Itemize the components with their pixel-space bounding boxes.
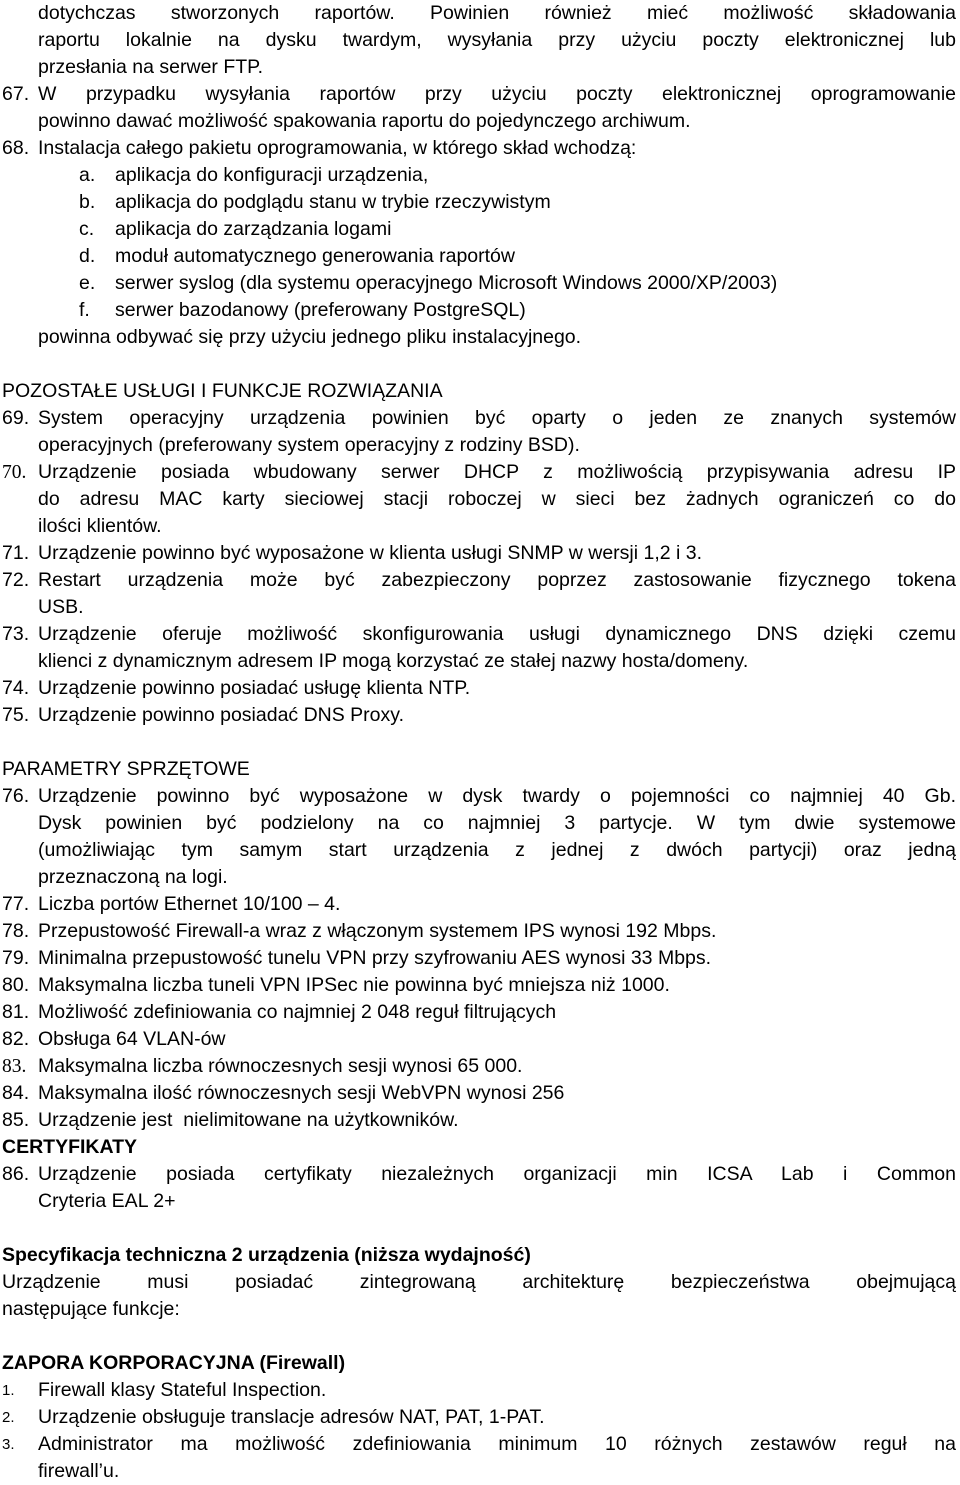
list-item-74	[2, 675, 956, 702]
item-number: 83.	[2, 1056, 27, 1077]
item-number: 79.	[2, 947, 30, 969]
sub-item-letter: a.	[79, 164, 96, 186]
text-line: Przepustowość Firewall-a wraz z włączonym systemem IPS wynosi 192 Mbps.	[38, 920, 717, 942]
list-item-81	[2, 999, 956, 1026]
item-number: 75.	[2, 704, 30, 726]
list-item-z1	[2, 1377, 956, 1404]
sub-item	[2, 297, 956, 324]
text-line: System operacyjny urządzenia powinien być oparty o jeden ze znanych systemów	[38, 407, 956, 429]
list-item-z2	[2, 1404, 956, 1431]
list-item-76	[2, 783, 956, 891]
item-number: 84.	[2, 1082, 30, 1104]
item-number: 77.	[2, 893, 30, 915]
item-number: 1.	[2, 1382, 15, 1399]
item-number: 70.	[2, 462, 27, 483]
item-number: 82.	[2, 1028, 30, 1050]
list-item-73	[2, 621, 956, 675]
text-line: Cryteria EAL 2+	[38, 1190, 176, 1212]
section-heading-certyfikaty: CERTYFIKATY	[2, 1136, 138, 1158]
item-number: 67.	[2, 83, 30, 105]
text-line: ilości klientów.	[38, 515, 162, 537]
text-line: Urządzenie powinno posiadać DNS Proxy.	[38, 704, 404, 726]
text-line: Urządzenie oferuje możliwość skonfigurowania usługi dynamicznego DNS dzięki czemu	[38, 623, 956, 645]
text-line: USB.	[38, 596, 84, 618]
sub-item-text: aplikacja do konfiguracji urządzenia,	[115, 164, 429, 186]
spec2-intro-line: następujące funkcje:	[2, 1298, 180, 1320]
text-line: do adresu MAC karty sieciowej stacji roboczej w sieci bez żadnych ograniczeń co do	[38, 488, 956, 510]
list-item-84	[2, 1080, 956, 1107]
spec2-intro-line: Urządzenie musi posiadać zintegrowaną architekturę bezpieczeństwa obejmującą	[2, 1271, 956, 1293]
item-number: 74.	[2, 677, 30, 699]
item-number: 68.	[2, 137, 30, 159]
list-item-77	[2, 891, 956, 918]
text-line: Urządzenie powinno być wyposażone w klienta usługi SNMP w wersji 1,2 i 3.	[38, 542, 703, 564]
text-line: raportu lokalnie na dysku twardym, wysyłania przy użyciu poczty elektronicznej lub	[38, 29, 956, 51]
text-line: Możliwość zdefiniowania co najmniej 2 048 reguł filtrujących	[38, 1001, 557, 1023]
section-heading-parametry: PARAMETRY SPRZĘTOWE	[2, 758, 250, 780]
sub-item	[2, 189, 956, 216]
list-item-78	[2, 918, 956, 945]
list-item-70	[2, 459, 956, 540]
sub-item	[2, 162, 956, 189]
list-item-83	[2, 1053, 956, 1080]
text-line: Obsługa 64 VLAN-ów	[38, 1028, 226, 1050]
item-number: 3.	[2, 1436, 15, 1453]
text-line: Urządzenie posiada certyfikaty niezależnych organizacji min ICSA Lab i Common	[38, 1163, 956, 1185]
item-68-closing: powinna odbywać się przy użyciu jednego pliku instalacyjnego.	[38, 326, 582, 348]
text-line: Urządzenie powinno być wyposażone w dysk twardy o pojemności co najmniej 40 Gb.	[38, 785, 956, 807]
item-number: 80.	[2, 974, 30, 996]
spec2-heading: Specyfikacja techniczna 2 urządzenia (niższa wydajność)	[2, 1244, 531, 1266]
item-number: 81.	[2, 1001, 30, 1023]
text-line: Minimalna przepustowość tunelu VPN przy szyfrowaniu AES wynosi 33 Mbps.	[38, 947, 712, 969]
list-item-z3	[2, 1431, 956, 1485]
list-item-72	[2, 567, 956, 621]
section-heading-zapora: ZAPORA KORPORACYJNA (Firewall)	[2, 1352, 346, 1374]
sub-item-text: aplikacja do zarządzania logami	[115, 218, 392, 240]
item-66-continuation	[2, 0, 956, 81]
sub-item-letter: e.	[79, 272, 96, 294]
text-line: Maksymalna ilość równoczesnych sesji WebVPN wynosi 256	[38, 1082, 565, 1104]
text-line: Dysk powinien być podzielony na co najmniej 3 partycje. W tym dwie systemowe	[38, 812, 956, 834]
sub-item-text: serwer bazodanowy (preferowany PostgreSQL)	[115, 299, 526, 321]
item-number: 71.	[2, 542, 30, 564]
item-number: 76.	[2, 785, 30, 807]
text-line: Maksymalna liczba tuneli VPN IPSec nie powinna być mniejsza niż 1000.	[38, 974, 670, 996]
text-line: przesłania na serwer FTP.	[38, 56, 264, 78]
item-number: 69.	[2, 407, 30, 429]
sub-item	[2, 270, 956, 297]
sub-item-letter: c.	[79, 218, 95, 240]
text-line: W przypadku wysyłania raportów przy użyciu poczty elektronicznej oprogramowanie	[38, 83, 956, 105]
text-line: Liczba portów Ethernet 10/100 – 4.	[38, 893, 341, 915]
list-item-79	[2, 945, 956, 972]
text-line: Maksymalna liczba równoczesnych sesji wynosi 65 000.	[38, 1055, 523, 1077]
list-item-68	[2, 135, 956, 162]
text-line: Administrator ma możliwość zdefiniowania minimum 10 różnych zestawów reguł na	[38, 1433, 956, 1455]
list-item-80	[2, 972, 956, 999]
text-line: Urządzenie jest nielimitowane na użytkowników.	[38, 1109, 459, 1131]
text-line: firewall’u.	[38, 1460, 120, 1482]
item-number: 73.	[2, 623, 30, 645]
list-item-86	[2, 1161, 956, 1215]
text-line: Urządzenie powinno posiadać usługę klienta NTP.	[38, 677, 471, 699]
list-item-75	[2, 702, 956, 729]
list-item-69	[2, 405, 956, 459]
list-item-67	[2, 81, 956, 135]
sub-item-text: moduł automatycznego generowania raportów	[115, 245, 515, 267]
text-line: Firewall klasy Stateful Inspection.	[38, 1379, 327, 1401]
list-item-82	[2, 1026, 956, 1053]
sub-item-text: serwer syslog (dla systemu operacyjnego Microsoft Windows 2000/XP/2003)	[115, 272, 778, 294]
item-number: 85.	[2, 1109, 30, 1131]
sub-item-letter: b.	[79, 191, 96, 213]
list-item-71	[2, 540, 956, 567]
item-number: 86.	[2, 1163, 30, 1185]
text-line: dotychczas stworzonych raportów. Powinien również mieć możliwość składowania	[38, 2, 956, 24]
sub-item-letter: d.	[79, 245, 96, 267]
item-number: 2.	[2, 1409, 15, 1426]
sub-item	[2, 243, 956, 270]
text-line: przeznaczoną na logi.	[38, 866, 228, 888]
sub-item-letter: f.	[79, 299, 90, 321]
text-line: klienci z dynamicznym adresem IP mogą korzystać ze stałej nazwy hosta/domeny.	[38, 650, 749, 672]
sub-item-text: aplikacja do podglądu stanu w trybie rzeczywistym	[115, 191, 551, 213]
text-line: Urządzenie obsługuje translacje adresów NAT, PAT, 1-PAT.	[38, 1406, 545, 1428]
text-line: (umożliwiając tym samym start urządzenia z jednej z dwóch partycji) oraz jedną	[38, 839, 956, 861]
item-number: 72.	[2, 569, 30, 591]
text-line: operacyjnych (preferowany system operacyjny z rodziny BSD).	[38, 434, 580, 456]
text-line: Restart urządzenia może być zabezpieczony poprzez zastosowanie fizycznego tokena	[38, 569, 956, 591]
list-item-85	[2, 1107, 956, 1134]
sub-item	[2, 216, 956, 243]
item-number: 78.	[2, 920, 30, 942]
section-heading-pozostale: POZOSTAŁE USŁUGI I FUNKCJE ROZWIĄZANIA	[2, 380, 443, 402]
text-line: powinno dawać możliwość spakowania raportu do pojedynczego archiwum.	[38, 110, 691, 132]
text-line: Urządzenie posiada wbudowany serwer DHCP z możliwością przypisywania adresu IP	[38, 461, 956, 483]
text-line: Instalacja całego pakietu oprogramowania, w którego skład wchodzą:	[38, 137, 637, 159]
